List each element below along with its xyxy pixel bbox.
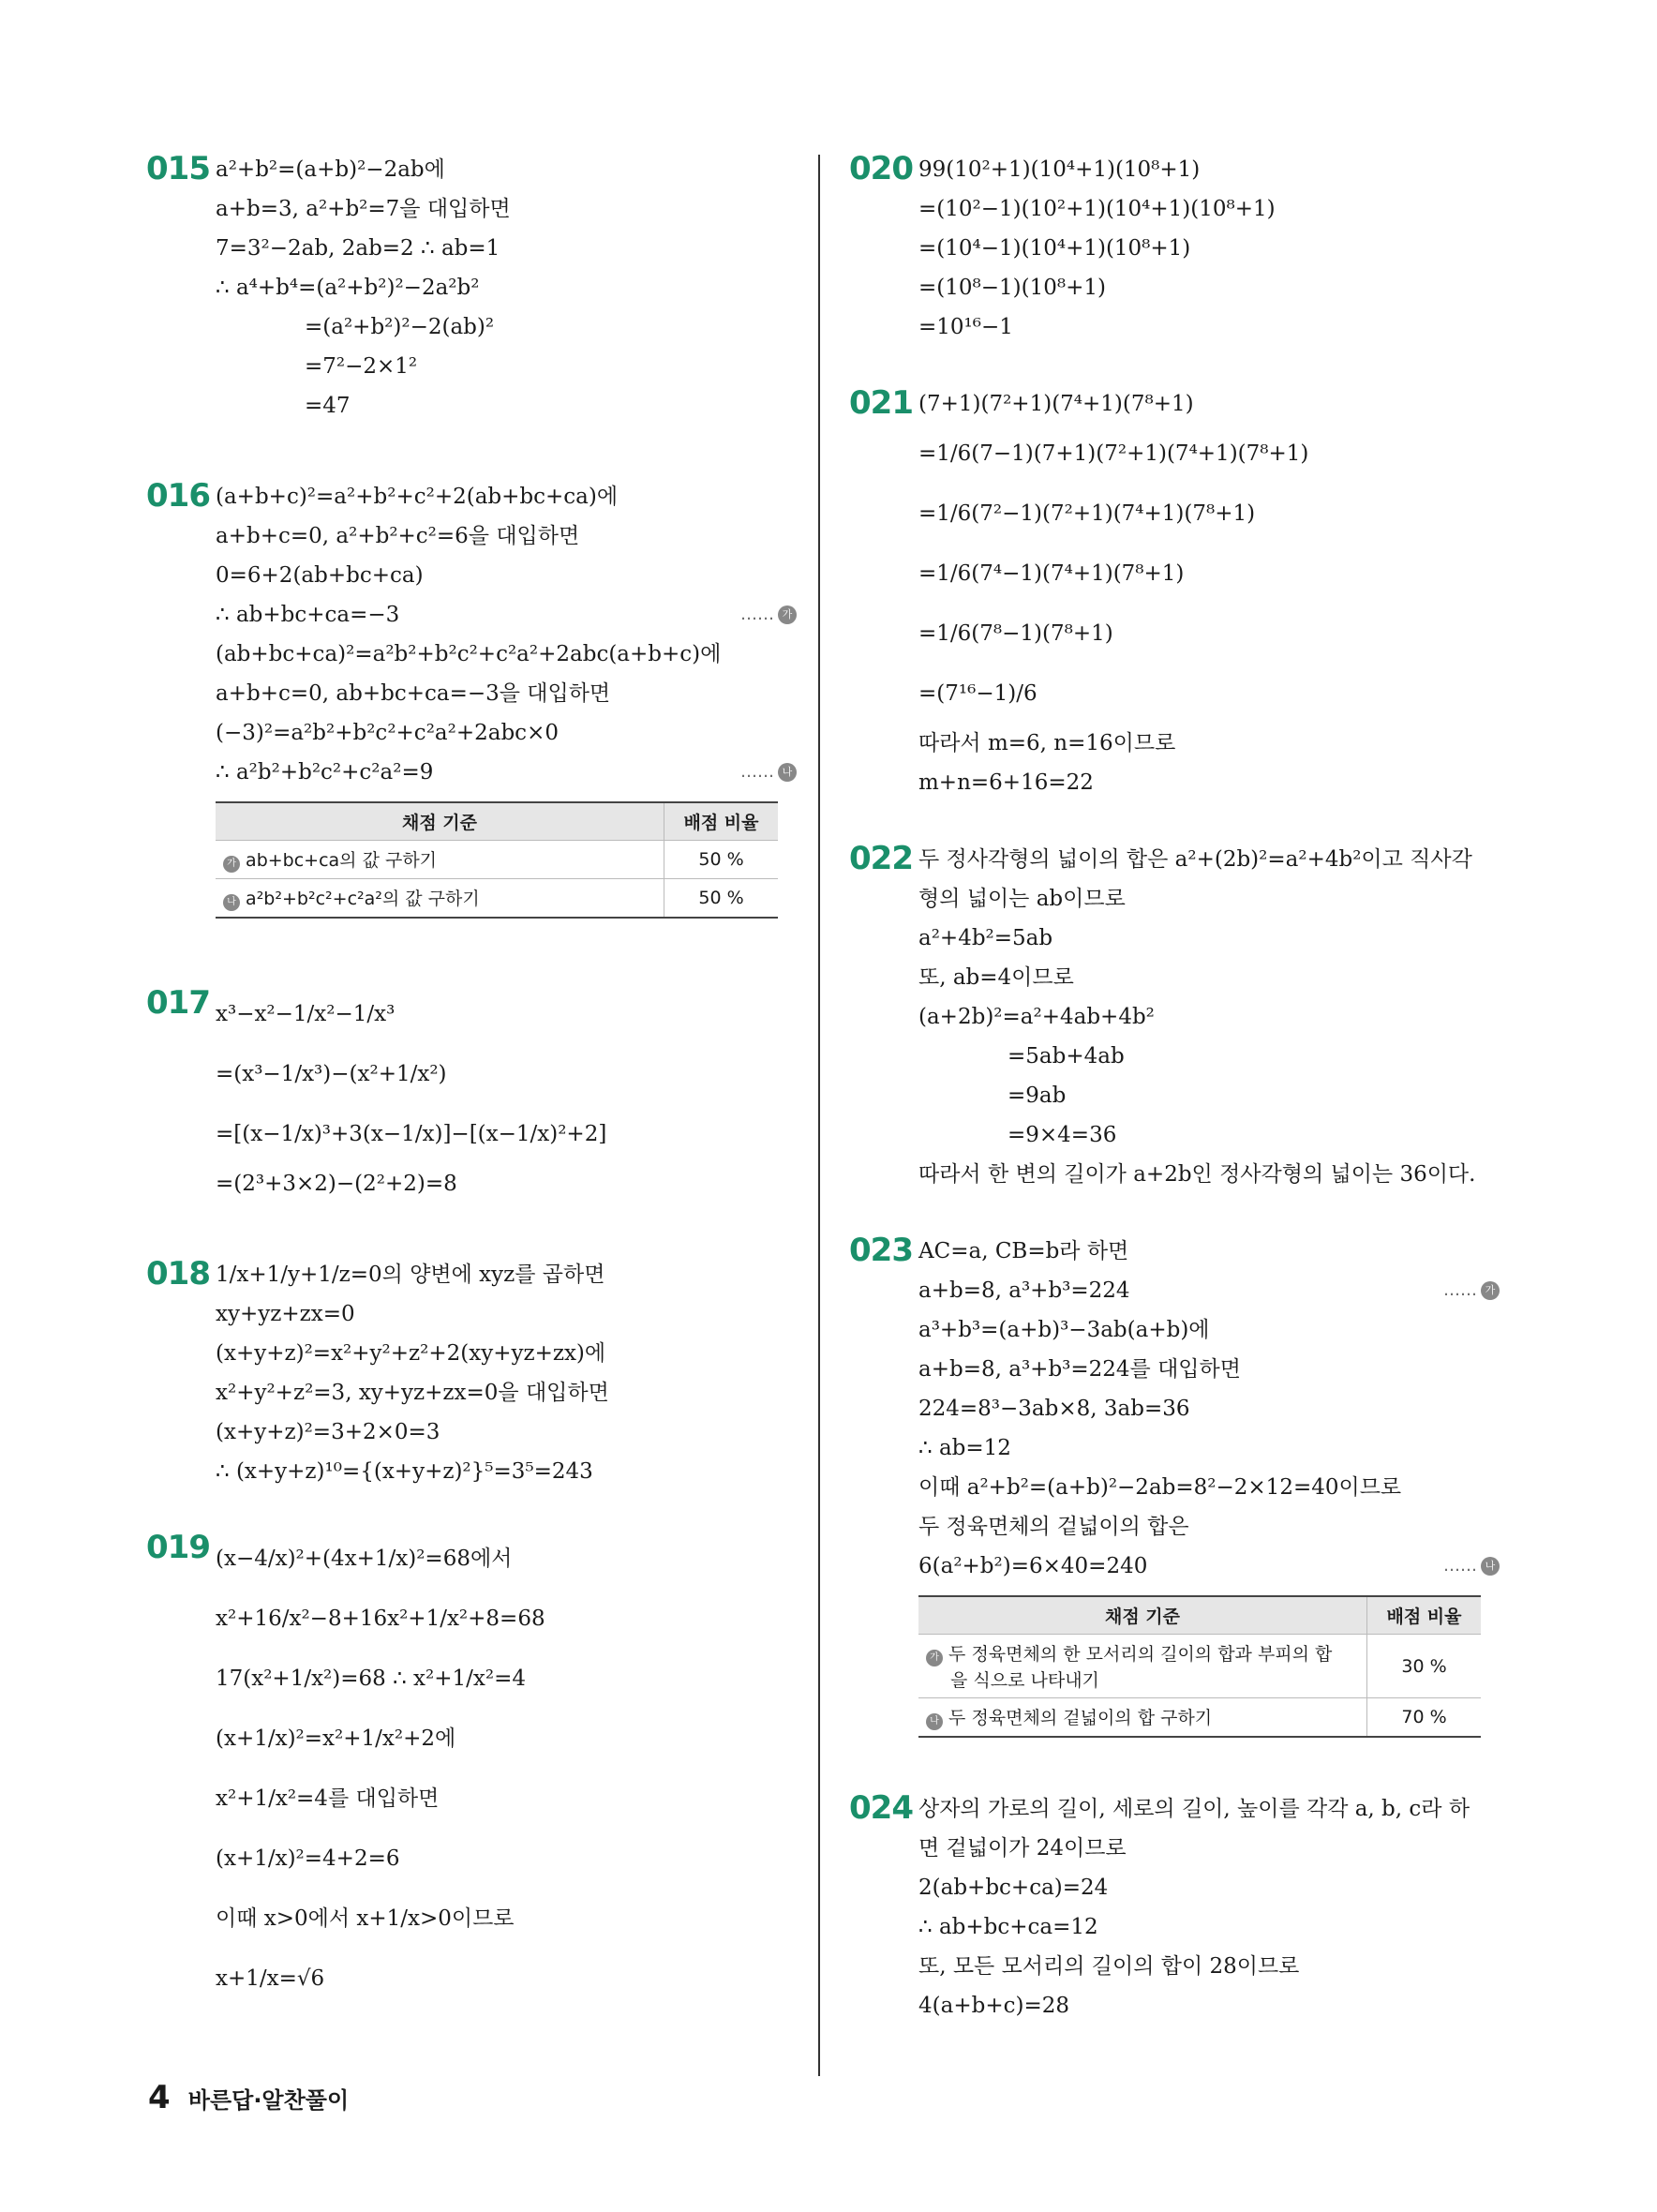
problem-number: 016 [146,477,210,515]
grading-row [216,841,778,879]
solution-line: a³+b³=(a+b)³−3ab(a+b)에 [918,1318,1210,1342]
circle-na-icon: 나 [778,763,797,782]
problem-number: 024 [849,1789,913,1827]
solution-line: 상자의 가로의 길이, 세로의 길이, 높이를 각각 a, b, c라 하 [918,1797,1470,1821]
circle-na-icon: 나 [223,894,240,911]
solution-line [918,1271,1500,1310]
solution-line: x+1/x=√6 [216,1966,325,1991]
grading-table [216,801,778,919]
criteria-text: ab+bc+ca의 값 구하기 [246,850,438,871]
dots: …… [1443,1280,1477,1300]
solution-line: m+n=6+16=22 [918,770,1094,795]
grading-header [216,802,778,841]
ratio-cell: 50 % [664,879,779,919]
spacer [141,426,797,477]
problem-number: 022 [849,840,913,877]
spacer [843,347,1500,384]
solution-line: 면 겉넓이가 24이므로 [918,1836,1127,1861]
solution-line: x²+16/x²−8+16x²+1/x²+8=68 [216,1607,545,1631]
solution-line: =[(x−1/x)³+3(x−1/x)]−[(x−1/x)²+2] [216,1122,607,1146]
grading-row [918,1698,1481,1738]
solution-line: x³−x²−1/x²−1/x³ [216,1002,396,1026]
right-column [843,150,1500,2025]
solution-line: =(a²+b²)²−2(ab)² [305,315,495,339]
solution-line: 224=8³−3ab×8, 3ab=36 [918,1397,1190,1421]
page-number: 4 [148,2079,171,2116]
solution-line: =1/6(7²−1)(7²+1)(7⁴+1)(7⁸+1) [918,501,1256,526]
problem-number: 017 [146,984,210,1022]
solution-line: =47 [305,394,351,418]
circle-ga-icon: 가 [223,856,240,873]
solution-line: (a+2b)²=a²+4ab+4b² [918,1005,1155,1029]
solution-line: 이때 x>0에서 x+1/x>0이므로 [216,1906,515,1931]
problem-017 [141,984,797,1203]
solution-line: a+b+c=0, a²+b²+c²=6을 대입하면 [216,524,580,548]
page-footer [148,2079,349,2116]
problem-018 [141,1255,797,1491]
solution-line: =10¹⁶−1 [918,315,1013,339]
criteria-text: 두 정육면체의 겉넓이의 합 구하기 [948,1708,1213,1728]
solution-text: a+b=8, a³+b³=224 [918,1278,1130,1303]
ratio-cell: 50 % [664,841,779,879]
solution-line: 4(a+b+c)=28 [918,1994,1069,2018]
criteria-cell [216,841,664,879]
criteria-cell [216,879,664,919]
solution-line: a²+4b²=5ab [918,926,1053,950]
dots: …… [740,605,774,624]
solution-line: =(10⁸−1)(10⁸+1) [918,276,1106,300]
solution-line: (a+b+c)²=a²+b²+c²+2(ab+bc+ca)에 [216,485,619,509]
dots: …… [740,762,774,782]
problem-024 [843,1789,1500,2025]
solution-line [216,753,797,792]
solution-line: 이때 a²+b²=(a+b)²−2ab=8²−2×12=40이므로 [918,1475,1402,1500]
solution-line: 형의 넓이는 ab이므로 [918,887,1126,911]
solution-line: a+b+c=0, ab+bc+ca=−3을 대입하면 [216,681,611,706]
problem-number: 021 [849,384,913,422]
solution-line: 2(ab+bc+ca)=24 [918,1876,1109,1900]
solution-line: =(2³+3×2)−(2²+2)=8 [216,1172,457,1196]
solution-line: a+b=8, a³+b³=224를 대입하면 [918,1357,1241,1382]
grading-row [216,879,778,919]
book-title: 바른답·알찬풀이 [187,2087,350,2114]
solution-text: 6(a²+b²)=6×40=240 [918,1554,1148,1578]
problem-number: 020 [849,150,913,187]
column-divider [818,155,820,2076]
solution-line [918,1547,1500,1586]
solution-line: =9×4=36 [1008,1123,1117,1147]
solution-line: (x+1/x)²=x²+1/x²+2에 [216,1726,456,1751]
ratio-header: 배점 비율 [664,802,779,841]
solution-line: (x−4/x)²+(4x+1/x)²=68에서 [216,1547,513,1571]
solution-line: 0=6+2(ab+bc+ca) [216,563,424,588]
solution-line: =9ab [1008,1084,1067,1108]
problem-021 [843,384,1500,802]
solution-line: 두 정육면체의 겉넓이의 합은 [918,1515,1189,1539]
solution-line: =(x³−1/x³)−(x²+1/x²) [216,1062,447,1086]
solution-line: 따라서 한 변의 길이가 a+2b인 정사각형의 넓이는 36이다. [918,1162,1476,1187]
criteria-cell [918,1635,1367,1698]
solution-line: (7+1)(7²+1)(7⁴+1)(7⁸+1) [918,392,1194,416]
criteria-header: 채점 기준 [918,1596,1367,1635]
spacer [843,1738,1500,1789]
circle-na-icon: 나 [1481,1557,1500,1576]
spacer [141,1491,797,1529]
solution-line: 두 정사각형의 넓이의 합은 a²+(2b)²=a²+4b²이고 직사각 [918,847,1472,872]
step-marker-ga [740,595,797,635]
grading-row [918,1635,1481,1698]
spacer [843,1194,1500,1232]
solution-line [216,595,797,635]
solution-line: 17(x²+1/x²)=68 ∴ x²+1/x²=4 [216,1666,526,1691]
solution-line: (−3)²=a²b²+b²c²+c²a²+2abc×0 [216,721,559,745]
criteria-cell [918,1698,1367,1738]
criteria-text: a²b²+b²c²+c²a²의 값 구하기 [246,889,480,909]
step-marker-na [740,753,797,792]
solution-line: =1/6(7⁴−1)(7⁴+1)(7⁸+1) [918,561,1185,586]
criteria-header: 채점 기준 [216,802,664,841]
solution-line: ∴ ab+bc+ca=12 [918,1915,1098,1939]
problem-number: 023 [849,1232,913,1269]
solution-line: x²+y²+z²=3, xy+yz+zx=0을 대입하면 [216,1381,609,1405]
grading-header [918,1596,1481,1635]
ratio-cell: 70 % [1367,1698,1482,1738]
solution-line: 따라서 m=6, n=16이므로 [918,731,1176,755]
circle-na-icon: 나 [926,1713,943,1730]
circle-ga-icon: 가 [1481,1281,1500,1300]
solution-line: 7=3²−2ab, 2ab=2 ∴ ab=1 [216,236,500,261]
problem-number: 015 [146,150,210,187]
solution-line: =(7¹⁶−1)/6 [918,681,1037,706]
solution-line: =(10²−1)(10²+1)(10⁴+1)(10⁸+1) [918,197,1276,221]
step-marker-na [1443,1547,1500,1586]
circle-ga-icon: 가 [926,1650,943,1666]
solution-line: (x+1/x)²=4+2=6 [216,1846,400,1871]
solution-line: x²+1/x²=4를 대입하면 [216,1786,440,1811]
solution-line: 1/x+1/y+1/z=0의 양변에 xyz를 곱하면 [216,1263,605,1287]
solution-line: =1/6(7−1)(7+1)(7²+1)(7⁴+1)(7⁸+1) [918,441,1309,466]
solution-line: ∴ (x+y+z)¹⁰={(x+y+z)²}⁵=3⁵=243 [216,1459,593,1484]
ratio-header: 배점 비율 [1367,1596,1482,1635]
left-column [141,150,797,2009]
solution-line: =1/6(7⁸−1)(7⁸+1) [918,621,1113,646]
problem-number: 018 [146,1255,210,1293]
problem-020 [843,150,1500,347]
circle-ga-icon: 가 [778,605,797,624]
solution-line: a²+b²=(a+b)²−2ab에 [216,157,445,182]
step-marker-ga [1443,1271,1500,1310]
grading-table [918,1595,1481,1738]
solution-text: ∴ ab+bc+ca=−3 [216,603,400,627]
solution-line: (x+y+z)²=3+2×0=3 [216,1420,440,1444]
solution-line: ∴ a⁴+b⁴=(a²+b²)²−2a²b² [216,276,480,300]
spacer [141,919,797,984]
solution-line: 99(10²+1)(10⁴+1)(10⁸+1) [918,157,1201,182]
problem-019 [141,1529,797,2009]
solution-line: =5ab+4ab [1008,1044,1125,1069]
ratio-cell: 30 % [1367,1635,1482,1698]
solution-line: 또, ab=4이므로 [918,965,1074,990]
problem-015 [141,150,797,426]
problem-016 [141,477,797,919]
solution-text: ∴ a²b²+b²c²+c²a²=9 [216,760,434,785]
solution-line: AC=a, CB=b라 하면 [918,1239,1129,1263]
solution-line: 또, 모든 모서리의 길이의 합이 28이므로 [918,1954,1300,1979]
problem-022 [843,840,1500,1194]
solution-line: =7²−2×1² [305,354,418,379]
problem-number: 019 [146,1529,210,1566]
solution-line: =(10⁴−1)(10⁴+1)(10⁸+1) [918,236,1191,261]
solution-line: a+b=3, a²+b²=7을 대입하면 [216,197,511,221]
spacer [141,1203,797,1255]
spacer [843,802,1500,840]
solution-line: (x+y+z)²=x²+y²+z²+2(xy+yz+zx)에 [216,1341,606,1366]
problem-023 [843,1232,1500,1738]
dots: …… [1443,1556,1477,1576]
criteria-text: 두 정육면체의 한 모서리의 길이의 합과 부피의 합 [948,1644,1333,1665]
solution-line: xy+yz+zx=0 [216,1302,355,1326]
solution-line: (ab+bc+ca)²=a²b²+b²c²+c²a²+2abc(a+b+c)에 [216,642,722,666]
solution-line: ∴ ab=12 [918,1436,1011,1460]
criteria-text: 을 식으로 나타내기 [950,1670,1099,1691]
